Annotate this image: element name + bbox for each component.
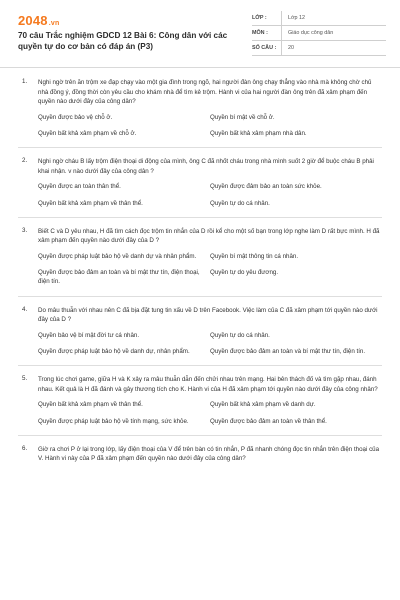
question-number: 3. [22, 226, 28, 234]
option[interactable]: Quyền bất khả xâm phạm về thân thể. [38, 199, 143, 207]
option[interactable]: Quyền được pháp luật bảo hộ về tính mạng, sức khỏe. [38, 417, 189, 425]
logo-sub: .vn [48, 20, 60, 27]
options-grid [38, 182, 382, 207]
option[interactable]: Quyền tự do cá nhân. [210, 199, 270, 207]
question-text: Nghi ngờ trên ăn trộm xe đạp chạy vào một gia đình trong ngõ, hai người đàn ông chạy thẳng vào nhà mà không chờ chủ nhà đồng ý, đồng thời còn yêu cầu cho khám nhà để tìm kẻ trộm. Hành vi của hai người đàn ông trên đã xâm phạm đến quyền nào dưới đây của công dân? [38, 79, 372, 106]
question-text: Do mâu thuẫn với nhau nên C đã bịa đặt tung tin xấu về D trên Facebook. Việc làm của C đã xâm phạm tới quyền nào dưới đây của D ? [38, 306, 378, 324]
meta-row-class [252, 11, 386, 26]
option[interactable]: Quyền được bảo đảm an toàn và bí mật thư tín, điện tín. [210, 347, 366, 355]
option[interactable]: Quyền bí mật về chỗ ở. [210, 113, 275, 121]
question-number: 5. [22, 375, 28, 383]
question-number: 4. [22, 305, 28, 313]
divider [18, 147, 382, 148]
option[interactable]: Quyền tự do cá nhân. [210, 331, 270, 339]
option[interactable]: Quyền bất khả xâm phạm về chỗ ở. [38, 129, 137, 137]
question-text: Biết C và D yêu nhau, H đã tìm cách đọc trộm tin nhắn của D rồi kể cho một số bạn trong lớp nghe làm D rất bực mình. H đã xâm phạm đến quyền nào dưới đây của D ? [38, 227, 380, 245]
option[interactable]: Quyền bất khả xâm phạm về danh dự. [210, 401, 316, 409]
meta-table [252, 11, 386, 56]
option[interactable]: Quyền bí mật thông tin cá nhân. [210, 252, 299, 260]
question-text: Trong lúc chơi game, giữa H và K xảy ra mâu thuẫn dẫn đến chửi nhau trên mạng. Hai bên thách đố và tìm gặp nhau, đánh nhau. Kết quả là H đã đánh và gây thương tích cho K. Hành vi của H đã xâm phạm tới quyền nào dưới đây của công nhân? [38, 376, 378, 393]
option[interactable]: Quyền tự do yêu đương. [210, 269, 279, 277]
question-4 [0, 306, 400, 357]
options-grid [38, 331, 382, 356]
option[interactable]: Quyền được pháp luật bảo hộ về danh dự, nhân phẩm. [38, 347, 190, 355]
divider [18, 365, 382, 366]
question-5 [0, 375, 400, 426]
site-logo[interactable] [18, 13, 59, 28]
document-header [0, 0, 400, 70]
option[interactable]: Quyền được bảo đảm an toàn về thân thể. [210, 417, 327, 425]
meta-value: Lớp 12 [288, 15, 306, 21]
option[interactable]: Quyền được bảo đảm an toàn và bí mật thư tín, điện thoại, điện tín. [38, 269, 200, 286]
option[interactable]: Quyền được bảo vệ chỗ ở. [38, 113, 113, 121]
logo-main: 2048 [18, 13, 48, 28]
divider [18, 217, 382, 218]
meta-value: 20 [288, 45, 294, 51]
option[interactable]: Quyền bất khả xâm phạm nhà dân. [210, 129, 307, 137]
question-3 [0, 227, 400, 287]
document-title: 70 câu Trắc nghiệm GDCD 12 Bài 6: Công dân với các quyền tự do cơ bản có đáp án (P3) [18, 31, 228, 51]
option[interactable]: Quyền được an toàn thân thể. [38, 183, 121, 191]
divider [18, 296, 382, 297]
meta-label: LỚP : [252, 11, 282, 25]
question-number: 6. [22, 444, 28, 452]
question-6 [0, 445, 400, 464]
divider [18, 435, 382, 436]
meta-label: SỐ CÂU : [252, 41, 282, 55]
question-text: Nghi ngờ cháu B lấy trộm điện thoại di động của mình, ông C đã nhốt cháu trong nhà mình suốt 2 giờ để buộc cháu B phải khai nhận. v nào dưới đây của công dân ? [38, 158, 374, 175]
question-number: 2. [22, 157, 28, 165]
question-text: Giờ ra chơi P ở lại trong lớp, lấy điện thoại của V để trên bàn có tin nhắn, P đã nhanh chóng đọc tin nhắn trên điện thoại của V. Hành vi này của P đã xâm phạm đến quyền nào dưới đây của công dân? [38, 445, 380, 463]
meta-row-subject [252, 26, 386, 41]
option[interactable]: Quyền được đảm bảo an toàn sức khỏe. [210, 183, 322, 191]
question-1 [0, 78, 400, 138]
meta-label: MÔN : [252, 26, 282, 40]
option[interactable]: Quyền được pháp luật bảo hộ về danh dự và nhân phẩm. [38, 252, 197, 260]
question-number: 1. [22, 78, 28, 85]
meta-row-count [252, 41, 386, 56]
option[interactable]: Quyền bất khả xâm phạm về thân thể. [38, 401, 143, 409]
options-grid [38, 252, 382, 287]
meta-value: Giáo dục công dân [288, 30, 334, 36]
header-divider [0, 67, 400, 68]
question-list [0, 78, 400, 464]
question-2 [0, 157, 400, 208]
options-grid [38, 113, 382, 138]
options-grid [38, 400, 382, 425]
option[interactable]: Quyền bảo vệ bí mật đời tư cá nhân. [38, 331, 140, 339]
